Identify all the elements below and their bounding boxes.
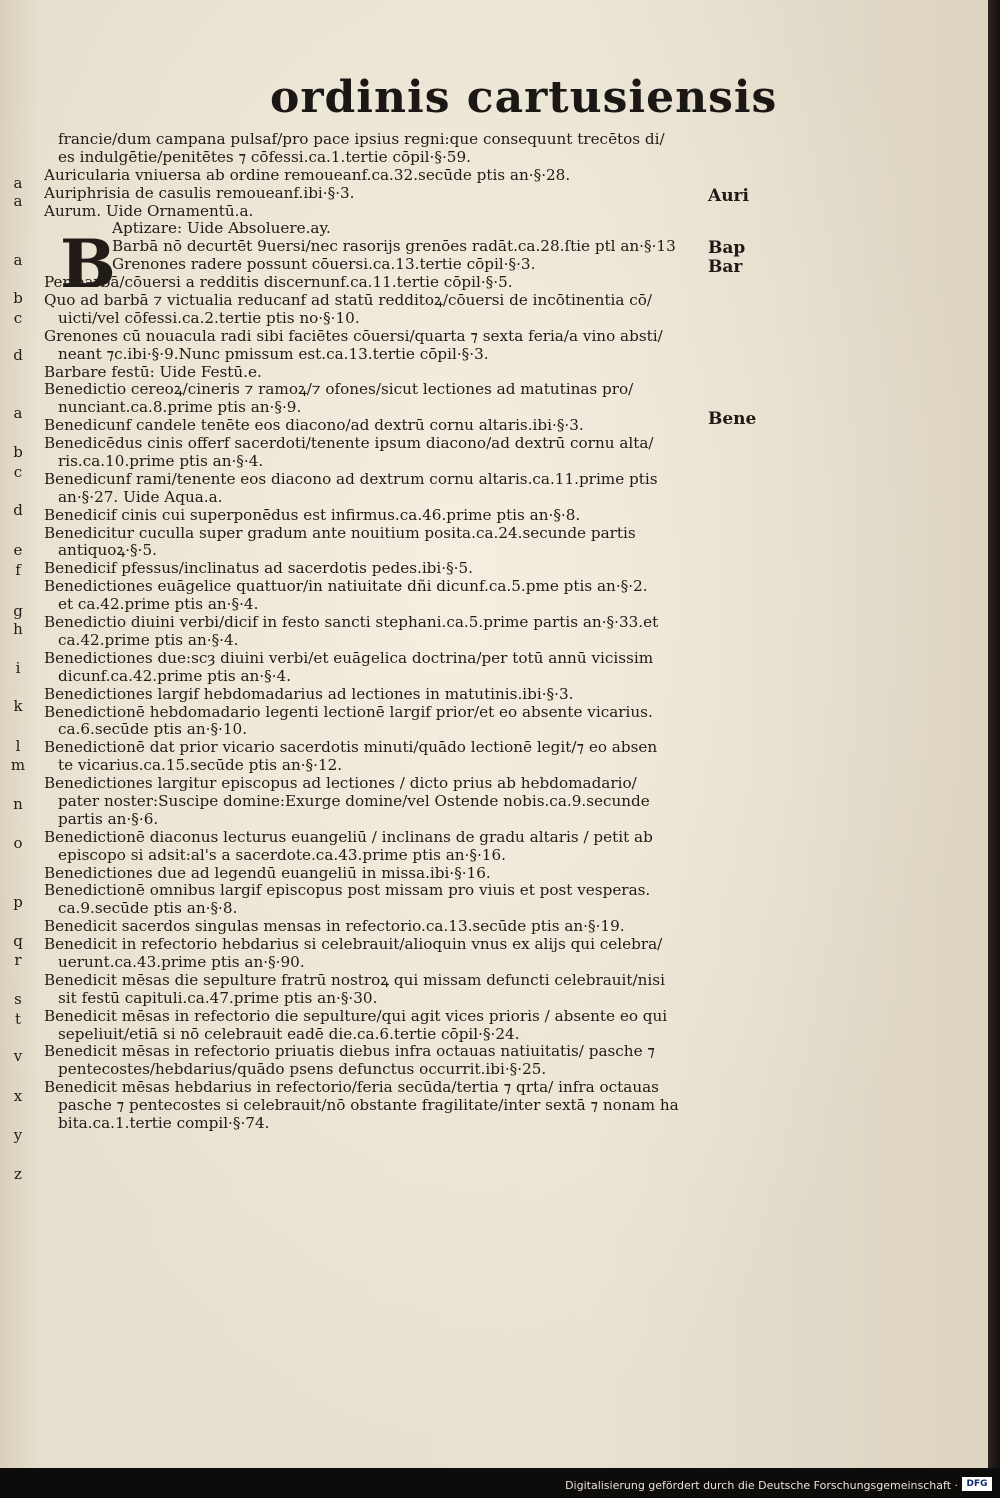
margin-letter: b xyxy=(13,443,23,461)
text-line: Benedictiones largitur episcopus ad lectiones / dicto prius ab hebdomadario/ xyxy=(44,775,637,793)
margin-letter: f xyxy=(15,561,21,579)
text-line: ca.9.secūde ptis an·§·8. xyxy=(58,900,238,918)
margin-letter: q xyxy=(13,932,23,950)
text-line: Benedicēdus cinis offerf sacerdoti/tenente ipsum diacono/ad dextrū cornu alta/ xyxy=(44,435,654,453)
text-line: Benedictiones due ad legendū euangeliū in missa.ibi·§·16. xyxy=(44,864,491,882)
text-line: dicunf.ca.42.prime ptis an·§·4. xyxy=(58,667,292,685)
text-line: Benedictionē omnibus largif episcopus post missam pro viuis et post vesperas. xyxy=(44,882,651,900)
text-line: ca.42.prime ptis an·§·4. xyxy=(58,631,239,649)
funding-credit: Digitalisierung gefördert durch die Deutsche Forschungsgemeinschaft · xyxy=(565,1479,958,1492)
text-line: Barbare festū: Uide Festū.e. xyxy=(44,363,262,381)
margin-letter: z xyxy=(14,1165,22,1183)
margin-letter: o xyxy=(13,834,23,852)
margin-letter: g xyxy=(13,602,23,620)
margin-letter: d xyxy=(13,346,23,364)
margin-letter: r xyxy=(14,951,22,969)
text-line: Benedictiones due:scȝ diuini verbi/et euāgelica doctrina/per totū annū vicissim xyxy=(44,649,654,667)
margin-letter: h xyxy=(13,620,23,638)
text-line: pentecostes/hebdarius/quādo psens defunctus occurrit.ibi·§·25. xyxy=(58,1061,547,1079)
catchword-auri: Auri xyxy=(708,186,749,206)
margin-letter: s xyxy=(14,990,22,1008)
dfg-logo: DFG xyxy=(962,1477,992,1491)
page-edge xyxy=(988,0,1000,1468)
text-line: Benedictiones euāgelice quattuor/in natiuitate dñi dicunf.ca.5.pme ptis an·§·2. xyxy=(44,578,648,596)
margin-letter: k xyxy=(13,697,23,715)
text-line: Benedicit mēsas hebdarius in refectorio/feria secūda/tertia ⁊ qrta/ infra octauas xyxy=(44,1079,659,1097)
text-line: sit festū capituli.ca.47.prime ptis an·§·30. xyxy=(58,989,378,1007)
margin-letter: l xyxy=(15,737,21,755)
text-line: episcopo si adsit:al's a sacerdote.ca.43.prime ptis an·§·16. xyxy=(58,846,506,864)
text-line: Benedicitur cuculla super gradum ante nouitium posita.ca.24.secunde partis xyxy=(44,524,636,542)
index-entries xyxy=(44,131,709,1133)
text-line: francie/dum campana pulsaf/pro pace ipsius regni:que consequunt trecētos di/ xyxy=(58,131,665,148)
text-line: Aurum. Uide Ornamentū.a. xyxy=(44,202,254,220)
text-line: Benedicunf candele tenēte eos diacono/ad dextrū cornu altaris.ibi·§·3. xyxy=(44,417,584,435)
margin-letter: t xyxy=(14,1010,22,1028)
text-line: Grenones radere possunt cōuersi.ca.13.tertie cōpil·§·3. xyxy=(112,256,536,274)
text-line: Benedictio diuini verbi/dicif in festo sancti stephani.ca.5.prime partis an·§·33.et xyxy=(44,614,659,632)
text-line: uicti/vel cōfessi.ca.2.tertie ptis no·§·10. xyxy=(58,309,360,327)
text-line: partis an·§·6. xyxy=(58,810,159,828)
text-line: Benedicif cinis cui superponēdus est infirmus.ca.46.prime ptis an·§·8. xyxy=(44,506,581,524)
text-line: Barbā nō decurtēt 9uersi/nec rasorijs grenōes radāt.ca.28.ſtie ptl an·§·13 xyxy=(112,238,676,256)
margin-letter: c xyxy=(13,463,23,481)
text-line: Benedicit mēsas in refectorio die sepulture/qui agit vices prioris / absente eo qui xyxy=(44,1007,668,1025)
text-line: bita.ca.1.tertie compil·§·74. xyxy=(58,1114,270,1132)
text-line: Benedicif pfessus/inclinatus ad sacerdotis pedes.ibi·§·5. xyxy=(44,560,473,578)
text-line: ca.6.secūde ptis an·§·10. xyxy=(58,721,248,739)
text-line: Benedictionē dat prior vicario sacerdotis minuti/quādo lectionē legit/⁊ eo absen xyxy=(44,739,658,757)
text-line: sepeliuit/etiā si nō celebrauit eadē die.ca.6.tertie cōpil·§·24. xyxy=(58,1025,520,1043)
text-line: Aptizare: Uide Absoluere.ay. xyxy=(112,220,331,238)
margin-letter: x xyxy=(13,1087,23,1105)
text-line: pasche ⁊ pentecostes si celebrauit/nō obstante fragilitate/inter sextā ⁊ nonam ha xyxy=(58,1097,679,1115)
margin-letter: e xyxy=(13,541,23,559)
text-line: es indulgētie/penitētes ⁊ cōfessi.ca.1.tertie cōpil·§·59. xyxy=(58,148,471,166)
text-line: Benedicit in refectorio hebdarius si celebrauit/alioquin vnus ex alijs qui celebra/ xyxy=(44,936,663,954)
text-line: Benedicit sacerdos singulas mensas in refectorio.ca.13.secūde ptis an·§·19. xyxy=(44,918,625,936)
margin-letter: v xyxy=(13,1047,23,1065)
text-line: nunciant.ca.8.prime ptis an·§·9. xyxy=(58,399,302,417)
running-head: ordinis cartusiensis xyxy=(270,72,778,123)
text-line: te vicarius.ca.15.secūde ptis an·§·12. xyxy=(58,757,343,775)
text-line: Benedictio cereoꝝ/cineris ⁊ ramoꝝ/⁊ ofones/sicut lectiones ad matutinas pro/ xyxy=(44,381,634,399)
margin-letter: m xyxy=(10,756,26,774)
catchword-bar: Bar xyxy=(708,257,743,277)
margin-letter: c xyxy=(13,309,23,327)
margin-letter: a xyxy=(13,404,23,422)
text-line: uerunt.ca.43.prime ptis an·§·90. xyxy=(58,953,305,971)
text-line: neant ⁊c.ibi·§·9.Nunc pmissum est.ca.13.tertie cōpil·§·3. xyxy=(58,345,489,363)
text-line: Benedicit mēsas in refectorio priuatis diebus infra octauas natiuitatis/ pasche ⁊ xyxy=(44,1043,655,1061)
margin-letter: i xyxy=(15,659,21,677)
text-line: antiquoꝝ·§·5. xyxy=(58,542,157,560)
text-line: ris.ca.10.prime ptis an·§·4. xyxy=(58,453,264,471)
margin-letter: a xyxy=(13,174,23,192)
text-line: pater noster:Suscipe domine:Exurge domine/vel Ostende nobis.ca.9.secunde xyxy=(58,792,650,810)
catchword-bap: Bap xyxy=(708,238,746,258)
text-line: et ca.42.prime ptis an·§·4. xyxy=(58,596,259,614)
text-line: an·§·27. Uide Aqua.a. xyxy=(58,488,223,506)
margin-letter: b xyxy=(13,289,23,307)
text-line: Benedicunf rami/tenente eos diacono ad dextrum cornu altaris.ca.11.prime ptis xyxy=(44,470,658,488)
text-line: Benedictionē hebdomadario legenti lectionē largif prior/et eo absente vicarius. xyxy=(44,703,653,721)
margin-letter: a xyxy=(13,192,23,210)
margin-letter: d xyxy=(13,501,23,519)
text-line: Benedictionē diaconus lecturus euangeliū / inclinans de gradu altaris / petit ab xyxy=(44,828,653,846)
text-line: Auriphrisia de casulis remoueanf.ibi·§·3. xyxy=(44,184,355,202)
margin-letter: a xyxy=(13,251,23,269)
text-line: Auricularia vniuersa ab ordine remoueanf.ca.32.secūde ptis an·§·28. xyxy=(44,166,571,184)
text-line: Quo ad barbā ⁊ victualia reducanf ad statū redditoꝝ/cōuersi de incōtinentia cō/ xyxy=(44,292,653,310)
catchword-bene: Bene xyxy=(708,409,757,429)
drop-cap-initial: B xyxy=(60,225,116,303)
text-line: Grenones cū nouacula radi sibi faciētes cōuersi/quarta ⁊ sexta feria/a vino absti/ xyxy=(44,327,663,345)
text-line: Per barbā/cōuersi a redditis discernunf.ca.11.tertie cōpil·§·5. xyxy=(44,274,513,292)
margin-letter: p xyxy=(13,893,23,911)
text-line: Benedictiones largif hebdomadarius ad lectiones in matutinis.ibi·§·3. xyxy=(44,685,574,703)
margin-letter: n xyxy=(13,795,23,813)
text-line: Benedicit mēsas die sepulture fratrū nostroꝝ qui missam defuncti celebrauit/nisi xyxy=(44,971,665,989)
margin-letter: y xyxy=(13,1126,23,1144)
